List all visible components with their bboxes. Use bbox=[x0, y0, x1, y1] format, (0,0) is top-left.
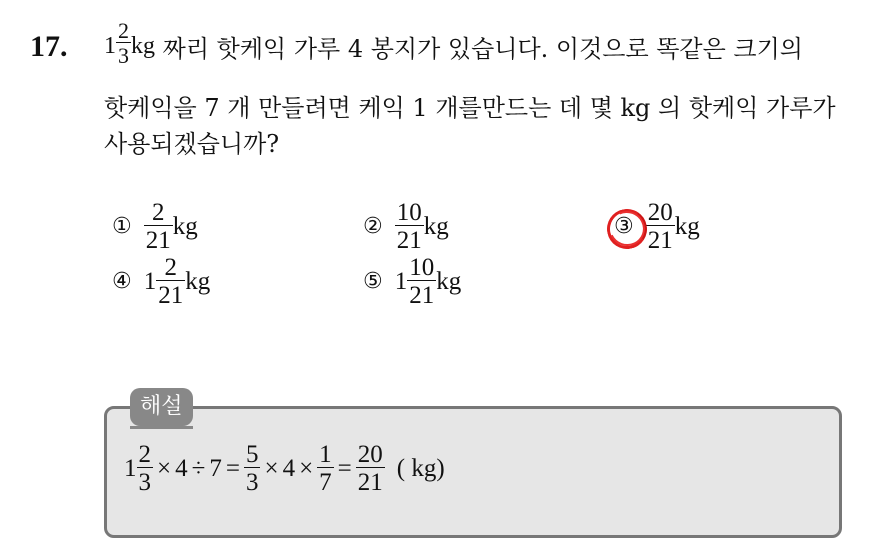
mixed-fraction bbox=[116, 20, 131, 67]
choice-2[interactable] bbox=[363, 200, 449, 253]
fraction-numerator: 2 bbox=[151, 199, 165, 226]
equation-fraction-4 bbox=[356, 442, 385, 495]
mixed-whole: 1 bbox=[124, 454, 137, 482]
mixed-whole: 1 bbox=[143, 267, 157, 295]
answer-circle-stroke bbox=[604, 206, 650, 251]
fraction-denominator: 3 bbox=[138, 469, 151, 496]
equation-value: 4 bbox=[175, 454, 188, 482]
choice-number-3-glyph: ③ bbox=[614, 214, 634, 239]
choice-1[interactable] bbox=[112, 200, 198, 253]
choice-fraction-3 bbox=[646, 200, 675, 253]
unit-label: kg bbox=[131, 33, 155, 59]
solution-equation bbox=[124, 442, 449, 495]
fraction-denominator: 21 bbox=[409, 282, 435, 309]
unit-label: kg bbox=[172, 212, 198, 240]
choice-fraction-2 bbox=[395, 200, 424, 253]
fraction-denominator: 3 bbox=[118, 43, 129, 68]
fraction-denominator: 3 bbox=[245, 469, 259, 496]
unit-label: kg bbox=[674, 212, 700, 240]
equation-fraction-3 bbox=[317, 442, 334, 495]
times-operator: × bbox=[299, 454, 314, 482]
solution-label: 해설 bbox=[130, 388, 193, 426]
fraction-numerator: 10 bbox=[396, 199, 422, 226]
fraction-numerator: 2 bbox=[138, 441, 151, 468]
divide-operator: ÷ bbox=[191, 454, 206, 482]
fraction-denominator: 21 bbox=[647, 227, 673, 254]
choice-5[interactable] bbox=[363, 255, 461, 308]
choice-fraction-5 bbox=[407, 255, 436, 308]
unit-label: ( kg) bbox=[396, 454, 445, 482]
unit-label: kg bbox=[185, 267, 211, 295]
equals-sign: = bbox=[225, 454, 240, 482]
equals-sign: = bbox=[337, 454, 352, 482]
question-text-1: 짜리 핫케익 가루 4 봉지가 있습니다. 이것으로 똑같은 크기의 bbox=[162, 35, 803, 63]
fraction-denominator: 21 bbox=[396, 227, 422, 254]
choice-number-1: ① bbox=[112, 214, 132, 239]
choice-fraction-4 bbox=[156, 255, 185, 308]
unit-label: kg bbox=[436, 267, 462, 295]
choice-4[interactable] bbox=[112, 255, 210, 308]
equation-fraction-2 bbox=[244, 442, 261, 495]
question-line-1 bbox=[104, 18, 803, 68]
choice-number-3 bbox=[614, 214, 634, 239]
question-line-2: 핫케익을 7 개 만들려면 케익 1 개를만드는 데 몇 kg 의 핫케익 가루가 bbox=[104, 94, 836, 122]
fraction-denominator: 21 bbox=[145, 227, 171, 254]
fraction-numerator: 10 bbox=[409, 254, 435, 281]
times-operator: × bbox=[264, 454, 279, 482]
mixed-whole: 1 bbox=[104, 33, 116, 59]
question-line-3: 사용되겠습니까? bbox=[104, 130, 280, 158]
fraction-denominator: 7 bbox=[319, 469, 332, 496]
choice-number-4: ④ bbox=[112, 269, 132, 294]
equation-value: 4 bbox=[282, 454, 296, 482]
choice-number-2: ② bbox=[363, 214, 383, 239]
fraction-denominator: 21 bbox=[158, 282, 184, 309]
fraction-numerator: 20 bbox=[357, 441, 383, 468]
fraction-denominator: 21 bbox=[357, 469, 383, 496]
fraction-numerator: 20 bbox=[647, 199, 673, 226]
fraction-numerator: 2 bbox=[118, 18, 129, 43]
question-number: 17. bbox=[30, 30, 68, 63]
unit-label: kg bbox=[423, 212, 449, 240]
choice-3[interactable] bbox=[614, 200, 700, 253]
equation-value: 7 bbox=[209, 454, 222, 482]
times-operator: × bbox=[157, 454, 172, 482]
choice-fraction-1 bbox=[144, 200, 173, 253]
choice-number-5: ⑤ bbox=[363, 269, 383, 294]
fraction-numerator: 5 bbox=[245, 441, 259, 468]
mixed-whole: 1 bbox=[394, 267, 408, 295]
equation-fraction-1 bbox=[137, 442, 154, 495]
fraction-numerator: 2 bbox=[164, 254, 177, 281]
fraction-numerator: 1 bbox=[319, 441, 332, 468]
